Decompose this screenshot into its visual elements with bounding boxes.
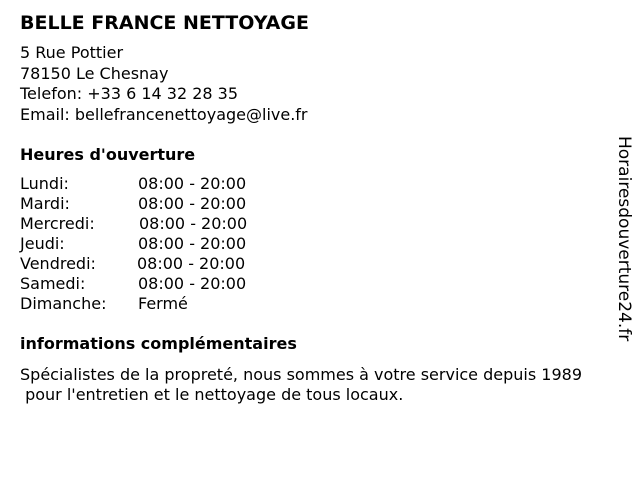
hours-row-monday: [20, 174, 320, 194]
hours-row-friday: [20, 254, 320, 274]
time-range: 08:00 - 20:00: [138, 274, 247, 293]
opening-hours-heading: Heures d'ouverture: [20, 145, 196, 164]
additional-info-heading: informations complémentaires: [20, 334, 297, 353]
hours-row-thursday: [20, 234, 320, 254]
time-range: 08:00 - 20:00: [139, 214, 248, 233]
business-name: BELLE FRANCE NETTOYAGE: [20, 12, 309, 34]
phone-number: Telefon: +33 6 14 32 28 35: [20, 84, 239, 103]
day-label: Jeudi:: [20, 234, 65, 253]
day-label: Mercredi:: [20, 214, 95, 233]
time-range: Fermé: [138, 294, 188, 313]
additional-info-text: Spécialistes de la propreté, nous sommes à votre service depuis 1989 pour l'entretien et le nettoyage de tous locaux.: [20, 365, 582, 404]
time-range: 08:00 - 20:00: [138, 194, 247, 213]
watermark-text: Horairesdouverture24.fr: [614, 136, 634, 342]
opening-hours-table: [20, 174, 320, 314]
hours-row-sunday: [20, 294, 320, 314]
day-label: Mardi:: [20, 194, 70, 213]
email-address: Email: bellefrancenettoyage@live.fr: [20, 104, 308, 124]
time-range: 08:00 - 20:00: [138, 234, 247, 253]
time-range: 08:00 - 20:00: [138, 174, 247, 193]
time-range: 08:00 - 20:00: [137, 254, 246, 273]
address-city: 78150 Le Chesnay: [20, 63, 169, 83]
day-label: Vendredi:: [20, 254, 96, 273]
day-label: Lundi:: [20, 174, 69, 193]
address-street: 5 Rue Pottier: [20, 43, 124, 62]
hours-row-tuesday: [20, 194, 320, 214]
hours-row-saturday: [20, 274, 320, 294]
day-label: Dimanche:: [20, 294, 107, 313]
hours-row-wednesday: [20, 214, 320, 234]
contact-block: [20, 43, 308, 125]
day-label: Samedi:: [20, 274, 86, 293]
